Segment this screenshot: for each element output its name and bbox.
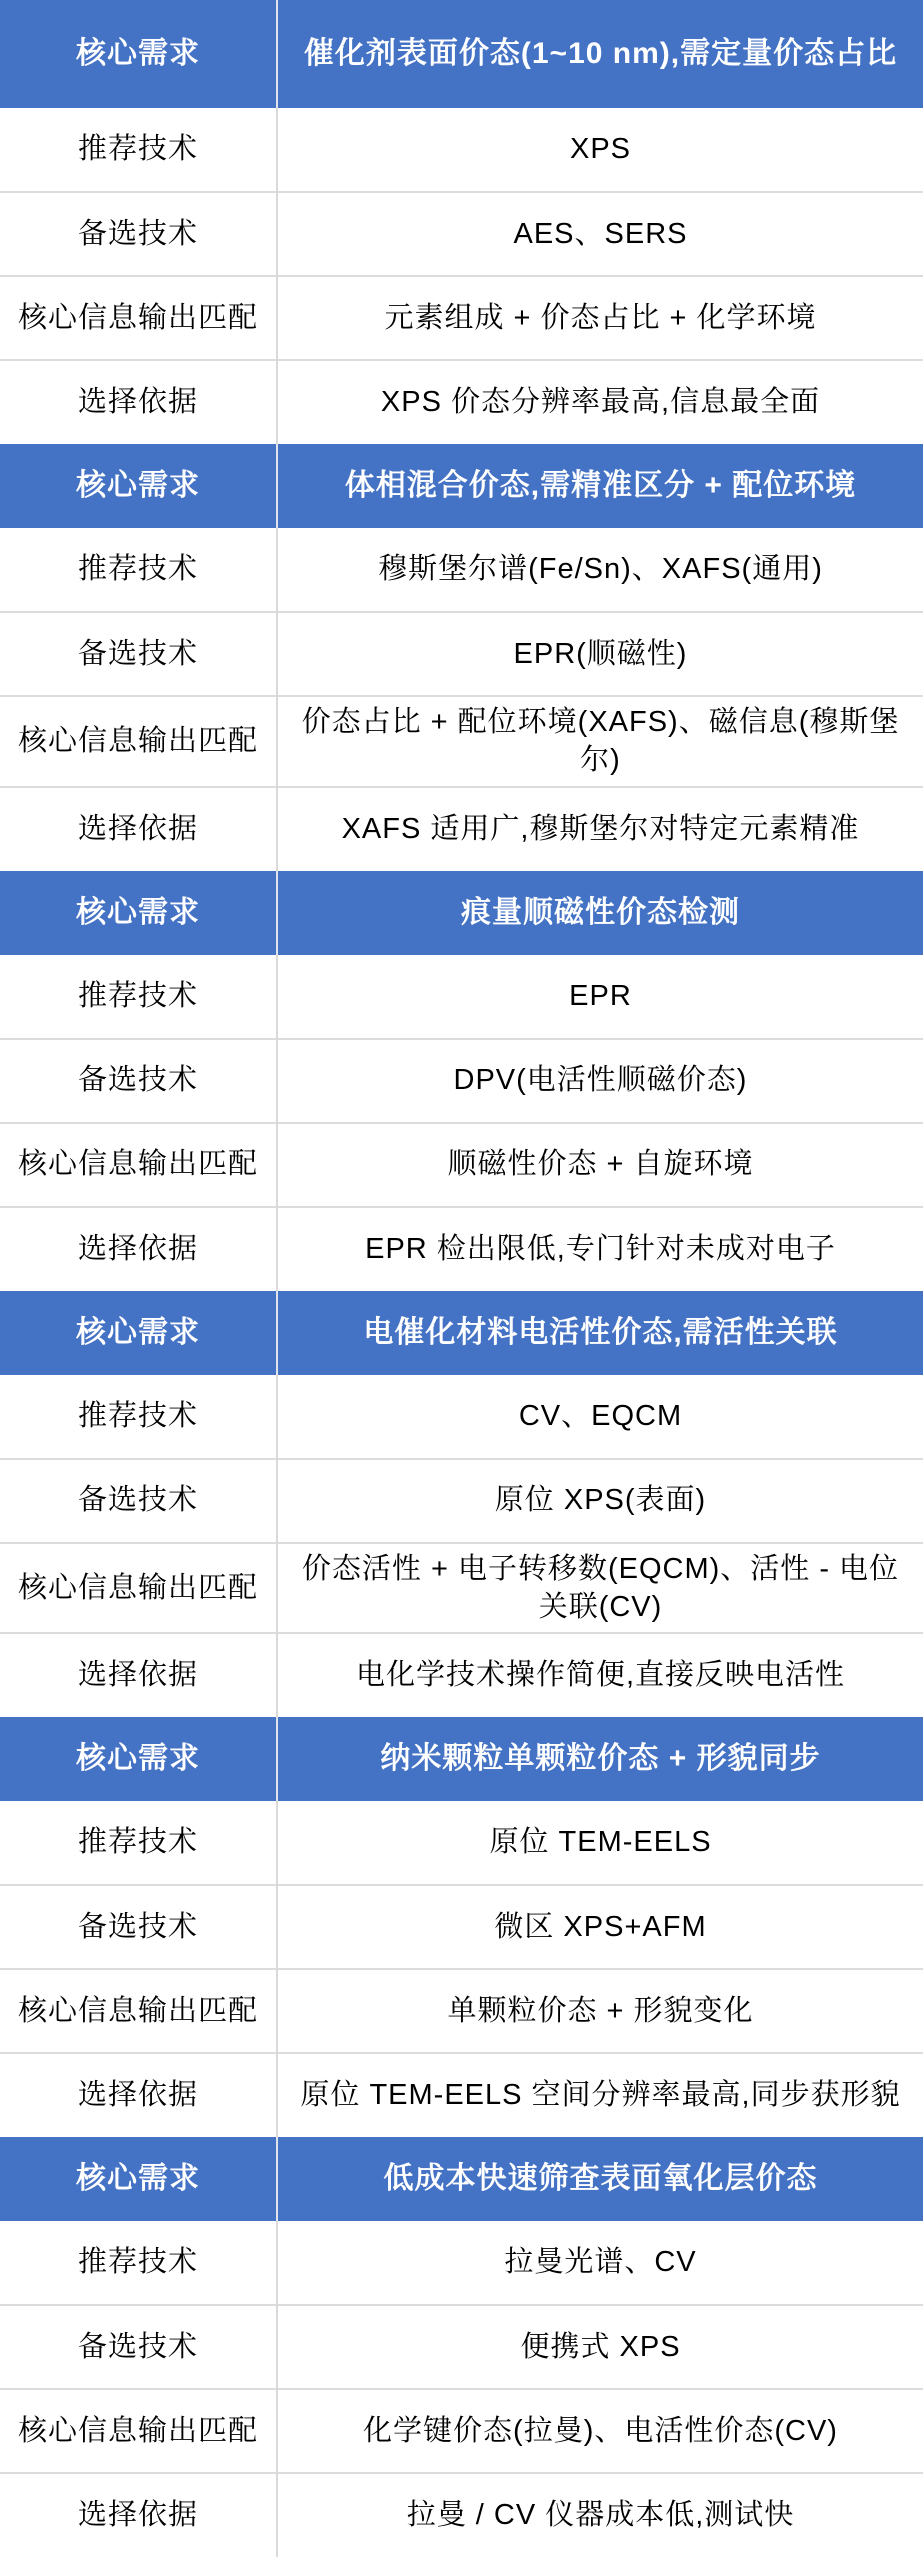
cell-basis-value: XPS 价态分辨率最高,信息最全面 <box>277 360 923 444</box>
cell-info-match-value: 化学键价态(拉曼)、电活性价态(CV) <box>277 2389 923 2473</box>
cell-recommended-value: EPR <box>569 979 632 1012</box>
cell-basis-value: EPR 检出限低,专门针对未成对电子 <box>277 1207 923 1291</box>
cell-basis-value: XAFS 适用广,穆斯堡尔对特定元素精准 <box>277 787 923 871</box>
row-label-recommended: 推荐技术 <box>0 1801 277 1885</box>
row-label-alternative: 备选技术 <box>0 1885 277 1969</box>
row-label-recommended: 推荐技术 <box>0 2221 277 2305</box>
row-label-basis: 选择依据 <box>0 2053 277 2137</box>
cell-need-value: 催化剂表面价态(1~10 nm),需定量价态占比 <box>277 0 923 108</box>
table-row <box>0 2389 923 2473</box>
row-label-recommended: 推荐技术 <box>0 1375 277 1459</box>
cell-need-value: 痕量顺磁性价态检测 <box>277 871 923 955</box>
cell-info-match-value: 元素组成 + 价态占比 + 化学环境 <box>277 276 923 360</box>
row-label-info-match: 核心信息输出匹配 <box>0 696 277 787</box>
cell-info-match-value: 顺磁性价态 + 自旋环境 <box>277 1123 923 1207</box>
cell-basis-value: 原位 TEM-EELS 空间分辨率最高,同步获形貌 <box>277 2053 923 2137</box>
table-row <box>0 1801 923 1885</box>
table-row <box>0 787 923 871</box>
row-label-need: 核心需求 <box>0 0 277 108</box>
row-label-basis: 选择依据 <box>0 1633 277 1717</box>
table-row <box>0 1717 923 1801</box>
cell-need-value: 电催化材料电活性价态,需活性关联 <box>277 1291 923 1375</box>
table-row <box>0 360 923 444</box>
cell-alternative-value: EPR(顺磁性) <box>277 612 923 696</box>
table-row <box>0 2473 923 2557</box>
table-row <box>0 1885 923 1969</box>
table-row <box>0 1039 923 1123</box>
table-row <box>0 1291 923 1375</box>
table-row <box>0 1969 923 2053</box>
cell-recommended-value: XPS <box>569 133 632 166</box>
cell-alternative-value: AES、SERS <box>277 192 923 276</box>
row-label-alternative: 备选技术 <box>0 192 277 276</box>
table-row <box>0 1375 923 1459</box>
row-label-info-match: 核心信息输出匹配 <box>0 2389 277 2473</box>
cell-need-value: 体相混合价态,需精准区分 + 配位环境 <box>277 444 923 528</box>
table-row <box>0 192 923 276</box>
row-label-need: 核心需求 <box>0 2137 277 2221</box>
table-row <box>0 612 923 696</box>
cell-alternative-value: DPV(电活性顺磁价态) <box>277 1039 923 1123</box>
row-label-alternative: 备选技术 <box>0 1459 277 1543</box>
row-label-info-match: 核心信息输出匹配 <box>0 276 277 360</box>
row-label-recommended: 推荐技术 <box>0 108 277 192</box>
row-label-alternative: 备选技术 <box>0 1039 277 1123</box>
row-label-alternative: 备选技术 <box>0 2305 277 2389</box>
row-label-need: 核心需求 <box>0 444 277 528</box>
cell-basis-value: 电化学技术操作简便,直接反映电活性 <box>277 1633 923 1717</box>
table-row <box>0 1543 923 1634</box>
table-row <box>0 1633 923 1717</box>
row-label-basis: 选择依据 <box>0 1207 277 1291</box>
table-row <box>0 955 923 1039</box>
table-row <box>0 2305 923 2389</box>
cell-recommended-value: CV、EQCM <box>518 1399 683 1432</box>
cell-recommended-value: 拉曼光谱、CV <box>504 2246 697 2279</box>
table-row <box>0 444 923 528</box>
row-label-need: 核心需求 <box>0 871 277 955</box>
cell-alternative-value: 原位 XPS(表面) <box>277 1459 923 1543</box>
row-label-alternative: 备选技术 <box>0 612 277 696</box>
table-row <box>0 696 923 787</box>
table-row <box>0 528 923 612</box>
row-label-basis: 选择依据 <box>0 787 277 871</box>
row-label-info-match: 核心信息输出匹配 <box>0 1123 277 1207</box>
table-row <box>0 1123 923 1207</box>
table-row <box>0 108 923 192</box>
table-row <box>0 871 923 955</box>
row-label-info-match: 核心信息输出匹配 <box>0 1543 277 1634</box>
table-row <box>0 1207 923 1291</box>
table-row <box>0 2221 923 2305</box>
cell-basis-value: 拉曼 / CV 仪器成本低,测试快 <box>277 2473 923 2557</box>
table-row <box>0 276 923 360</box>
cell-need-value: 低成本快速筛查表面氧化层价态 <box>277 2137 923 2221</box>
cell-recommended-value: 原位 TEM-EELS <box>489 1826 712 1859</box>
table-row <box>0 2053 923 2137</box>
row-label-recommended: 推荐技术 <box>0 528 277 612</box>
cell-info-match-value: 单颗粒价态 + 形貌变化 <box>277 1969 923 2053</box>
cell-need-value: 纳米颗粒单颗粒价态 + 形貌同步 <box>277 1717 923 1801</box>
row-label-need: 核心需求 <box>0 1717 277 1801</box>
row-label-basis: 选择依据 <box>0 2473 277 2557</box>
table-row <box>0 1459 923 1543</box>
cell-recommended-value: 穆斯堡尔谱(Fe/Sn)、XAFS(通用) <box>378 553 823 586</box>
cell-info-match-value: 价态活性 + 电子转移数(EQCM)、活性 - 电位关联(CV) <box>277 1543 923 1634</box>
row-label-info-match: 核心信息输出匹配 <box>0 1969 277 2053</box>
table-row <box>0 2137 923 2221</box>
cell-alternative-value: 便携式 XPS <box>277 2305 923 2389</box>
row-label-basis: 选择依据 <box>0 360 277 444</box>
table-row <box>0 0 923 108</box>
row-label-recommended: 推荐技术 <box>0 955 277 1039</box>
cell-alternative-value: 微区 XPS+AFM <box>277 1885 923 1969</box>
cell-info-match-value: 价态占比 + 配位环境(XAFS)、磁信息(穆斯堡尔) <box>277 696 923 787</box>
row-label-need: 核心需求 <box>0 1291 277 1375</box>
